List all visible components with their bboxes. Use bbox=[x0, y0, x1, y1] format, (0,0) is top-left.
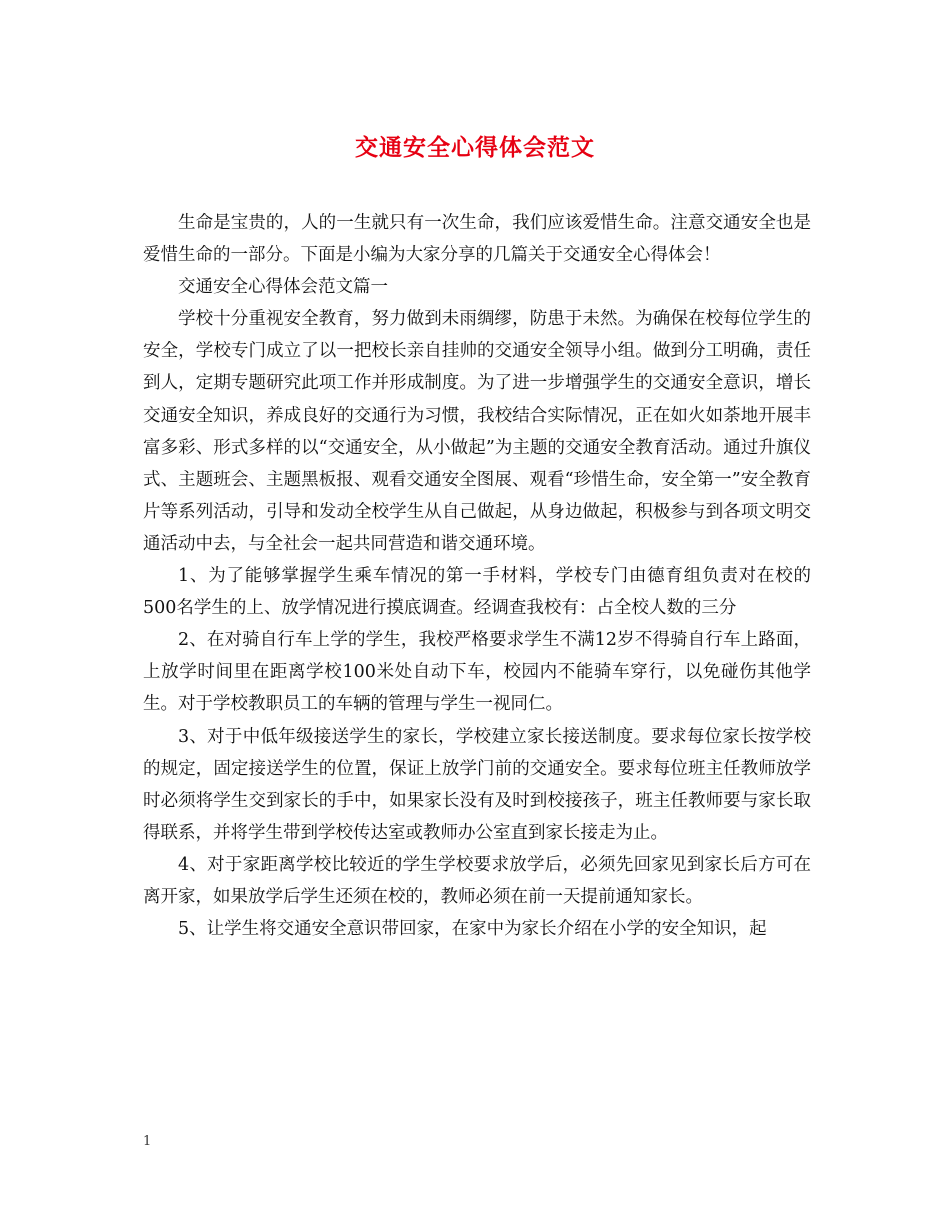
intro-paragraph: 生命是宝贵的，人的一生就只有一次生命，我们应该爱惜生命。注意交通安全也是爱惜生命的一部分。下面是小编为大家分享的几篇关于交通安全心得体会！ bbox=[143, 213, 811, 266]
list-item-1: 1、为了能够掌握学生乘车情况的第一手材料，学校专门由德育组负责对在校的500名学生的上、放学情况进行摸底调查。经调查我校有：占全校人数的三分 bbox=[143, 566, 811, 619]
document-title: 交通安全心得体会范文 bbox=[355, 134, 595, 161]
body-paragraph: 学校十分重视安全教育，努力做到未雨绸缪，防患于未然。为确保在校每位学生的安全，学校专门成立了以一把校长亲自挂帅的交通安全领导小组。做到分工明确，责任到人，定期专题研究此项工作并形成制度。为了进一步增强学生的交通安全意识，增长交通安全知识，养成良好的交通行为习惯，我校结合实际情况，正在如火如荼地开展丰富多彩、形式多样的以“交通安全，从小做起”为主题的交通安全教育活动。通过升旗仪式、主题班会、主题黑板报、观看交通安全图展、观看“珍惜生命，安全第一”安全教育片等系列活动，引导和发动全校学生从自己做起，从身边做起，积极参与到各项文明交通活动中去，与全社会一起共同营造和谐交通环境。 bbox=[143, 309, 811, 554]
page-number: 1 bbox=[143, 1134, 152, 1149]
list-item-4: 4、对于家距离学校比较近的学生学校要求放学后，必须先回家见到家长后方可在离开家，如果放学后学生还须在校的，教师必须在前一天提前通知家长。 bbox=[143, 854, 811, 907]
list-item-5: 5、让学生将交通安全意识带回家，在家中为家长介绍在小学的安全知识，起 bbox=[178, 919, 767, 940]
list-item-3: 3、对于中低年级接送学生的家长，学校建立家长接送制度。要求每位家长按学校的规定，固定接送学生的位置，保证上放学门前的交通安全。要求每位班主任教师放学时必须将学生交到家长的手中，如果家长没有及时到校接孩子，班主任教师要与家长取得联系，并将学生带到学校传达室或教师办公室直到家长接走为止。 bbox=[143, 726, 811, 843]
document-body bbox=[143, 207, 811, 945]
list-item-2: 2、在对骑自行车上学的学生，我校严格要求学生不满12岁不得骑自行车上路面，上放学时间里在距离学校100米处自动下车，校园内不能骑车穿行，以免碰伤其他学生。对于学校教职员工的车辆的管理与学生一视同仁。 bbox=[143, 630, 811, 715]
section-heading: 交通安全心得体会范文篇一 bbox=[178, 277, 388, 298]
